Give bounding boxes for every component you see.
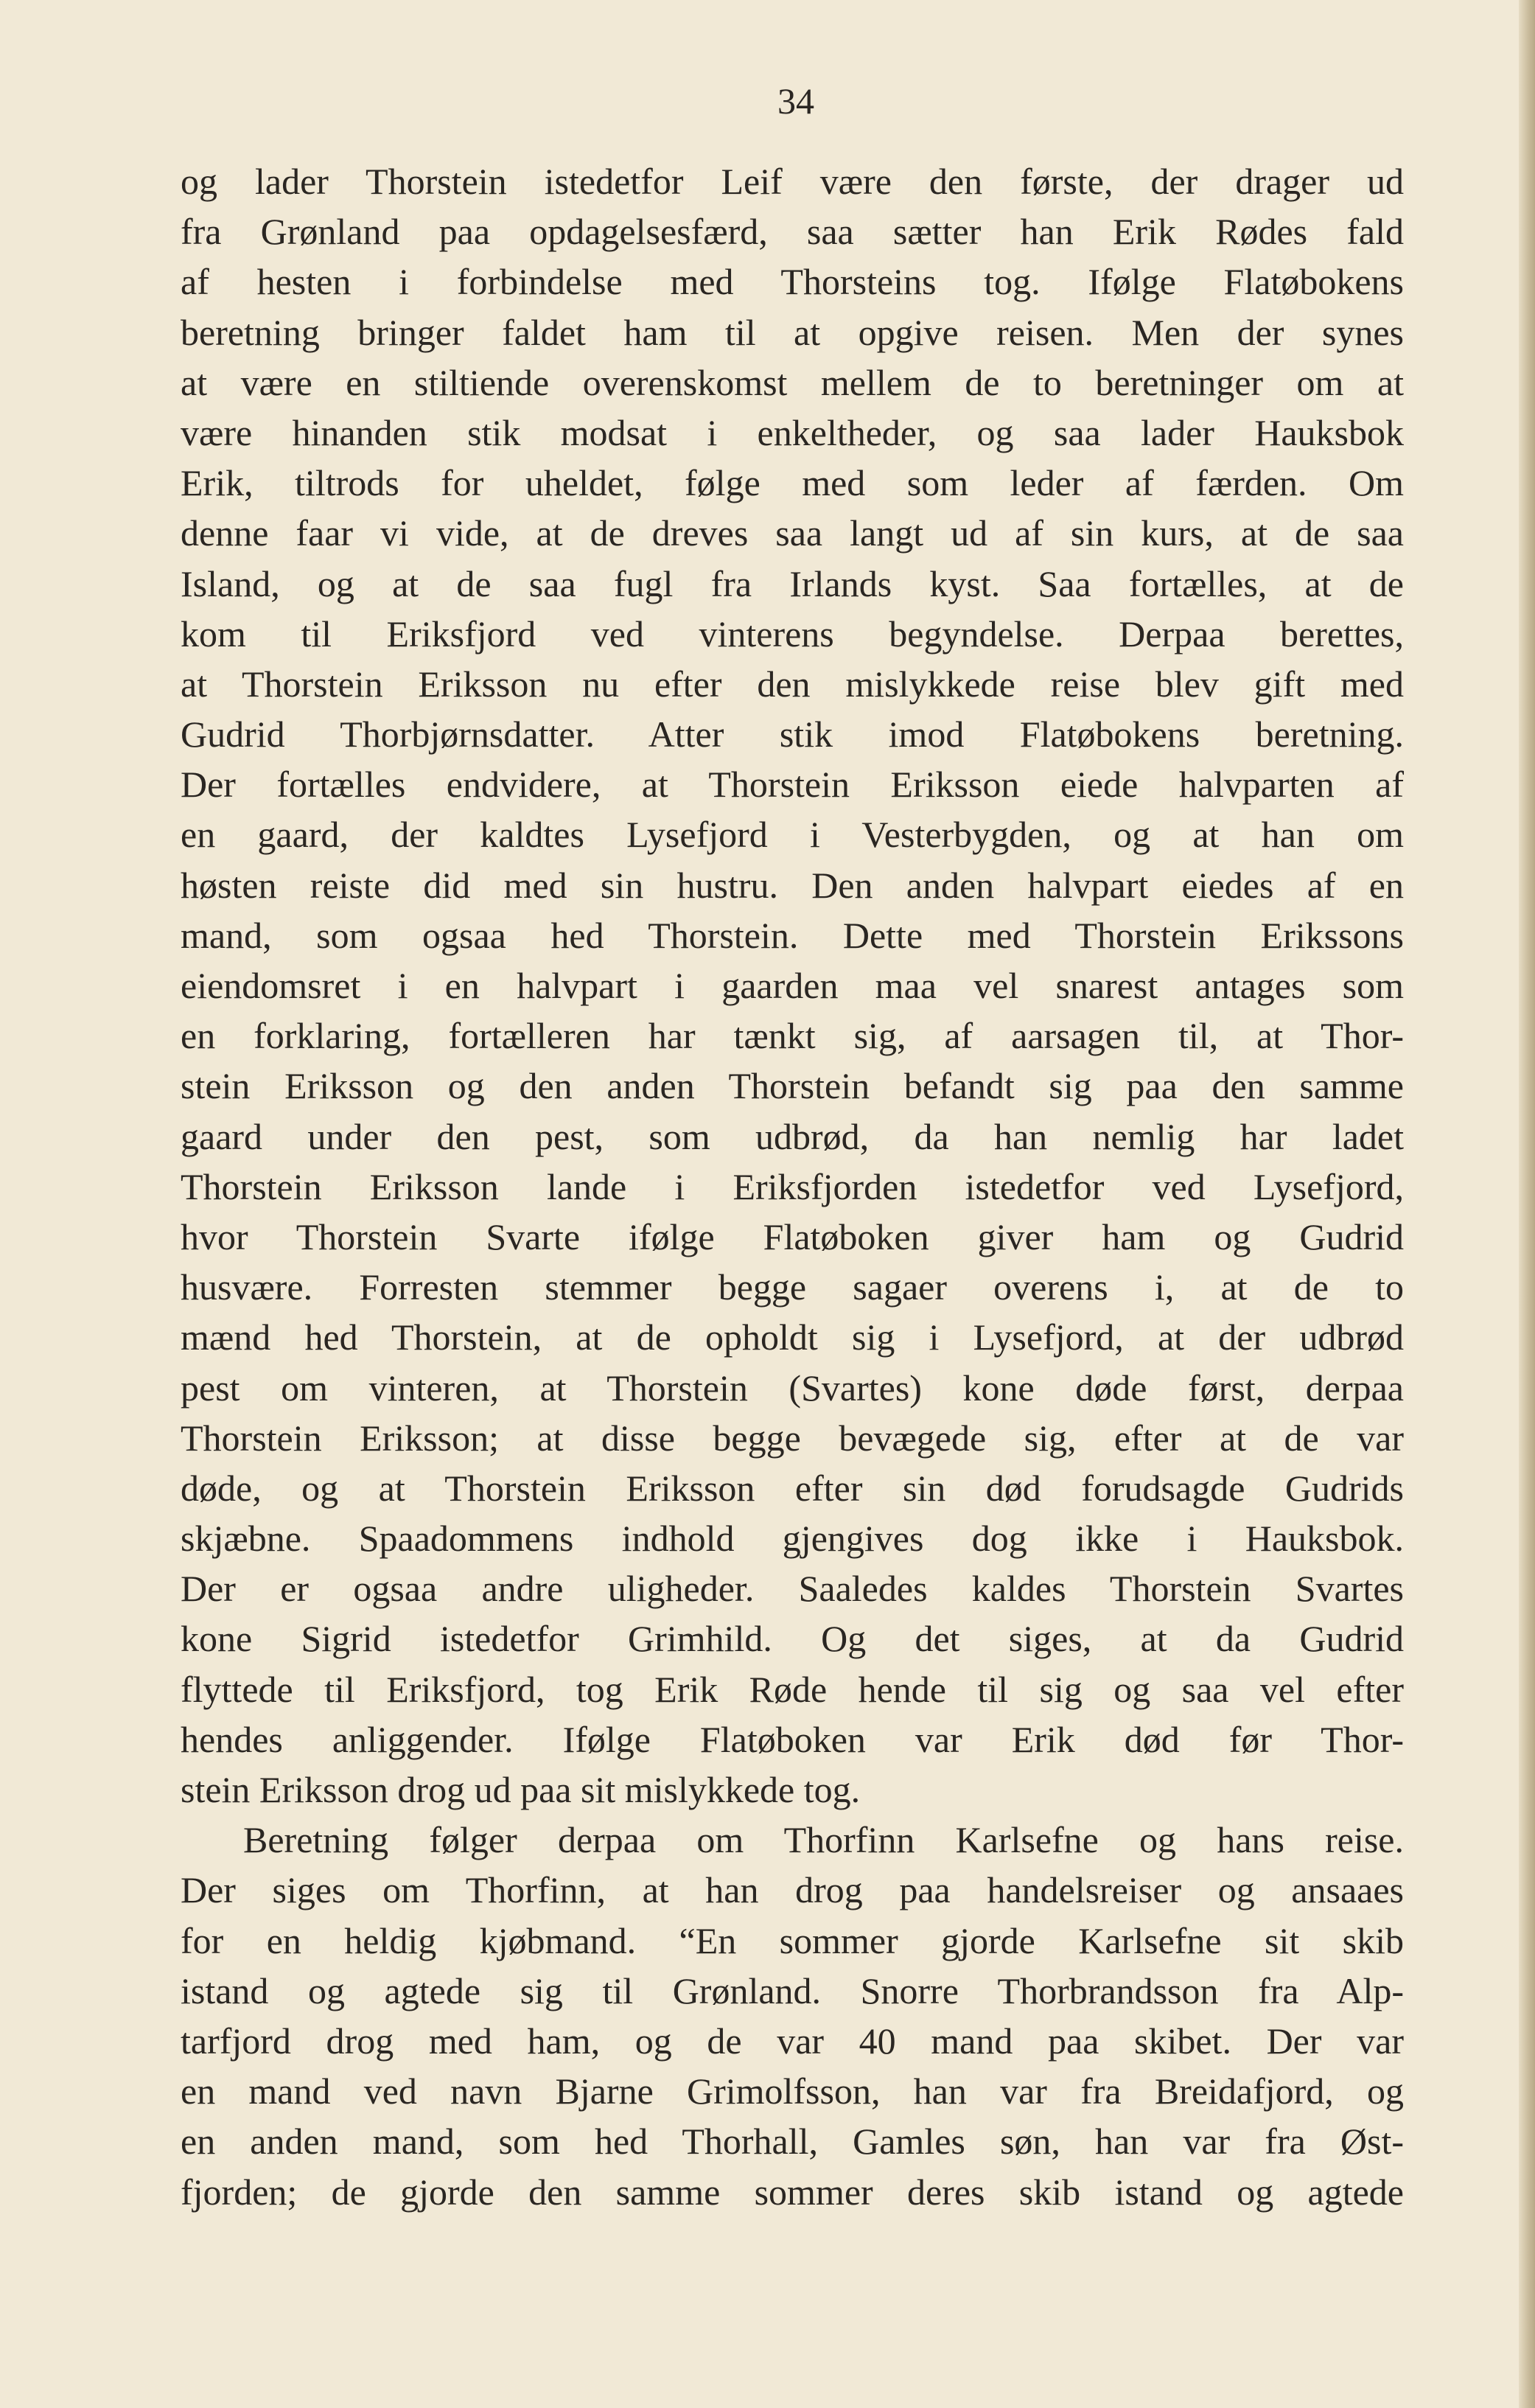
text-line: Island, og at de saa fugl fra Irlands kyst. Saa fortælles, at de bbox=[181, 562, 1404, 604]
text-line: Der fortælles endvidere, at Thorstein Eriksson eiede halvparten af bbox=[181, 764, 1404, 806]
text-line: Der siges om Thorfinn, at han drog paa handelsreiser og ansaaes bbox=[181, 1869, 1404, 1911]
body-text bbox=[181, 156, 1404, 2217]
text-line: en mand ved navn Bjarne Grimolfsson, han var fra Breidafjord, og bbox=[181, 2070, 1404, 2112]
text-line: Thorstein Eriksson; at disse begge bevægede sig, efter at de var bbox=[181, 1417, 1404, 1459]
text-line: at være en stiltiende overenskomst mellem de to beretninger om at bbox=[181, 361, 1404, 403]
text-line: eiendomsret i en halvpart i gaarden maa vel snarest antages som bbox=[181, 965, 1404, 1006]
text-line: af hesten i forbindelse med Thorsteins tog. Ifølge Flatøbokens bbox=[181, 261, 1404, 303]
text-line: en anden mand, som hed Thorhall, Gamles søn, han var fra Øst- bbox=[181, 2121, 1404, 2163]
text-line: mand, som ogsaa hed Thorstein. Dette med Thorstein Erikssons bbox=[181, 914, 1404, 956]
text-line: husvære. Forresten stemmer begge sagaer overens i, at de to bbox=[181, 1266, 1404, 1308]
text-line: en forklaring, fortælleren har tænkt sig, af aarsagen til, at Thor- bbox=[181, 1015, 1404, 1057]
text-line: være hinanden stik modsat i enkeltheder, og saa lader Hauksbok bbox=[181, 411, 1404, 453]
text-line: Erik, tiltrods for uheldet, følge med som leder af færden. Om bbox=[181, 462, 1404, 504]
text-line: hendes anliggender. Ifølge Flatøboken var Erik død før Thor- bbox=[181, 1718, 1404, 1760]
text-line: denne faar vi vide, at de dreves saa langt ud af sin kurs, at de saa bbox=[181, 512, 1404, 554]
page-edge bbox=[1519, 0, 1535, 2408]
text-line: kone Sigrid istedetfor Grimhild. Og det siges, at da Gudrid bbox=[181, 1618, 1404, 1660]
text-line: en gaard, der kaldtes Lysefjord i Vesterbygden, og at han om bbox=[181, 814, 1404, 856]
text-line: fjorden; de gjorde den samme sommer deres skib istand og agtede bbox=[181, 2171, 1404, 2213]
text-line: og lader Thorstein istedetfor Leif være den første, der drager ud bbox=[181, 161, 1404, 202]
text-line: flyttede til Eriksfjord, tog Erik Røde hende til sig og saa vel efter bbox=[181, 1668, 1404, 1710]
text-line: døde, og at Thorstein Eriksson efter sin død forudsagde Gudrids bbox=[181, 1467, 1404, 1509]
text-line: gaard under den pest, som udbrød, da han nemlig har ladet bbox=[181, 1115, 1404, 1157]
text-line: hvor Thorstein Svarte ifølge Flatøboken giver ham og Gudrid bbox=[181, 1215, 1404, 1257]
text-line: kom til Eriksfjord ved vinterens begyndelse. Derpaa berettes, bbox=[181, 613, 1404, 655]
text-line: Beretning følger derpaa om Thorfinn Karlsefne og hans reise. bbox=[243, 1819, 1404, 1861]
text-line: stein Eriksson og den anden Thorstein befandt sig paa den samme bbox=[181, 1065, 1404, 1107]
text-line: mænd hed Thorstein, at de opholdt sig i Lysefjord, at der udbrød bbox=[181, 1316, 1404, 1358]
text-line: Thorstein Eriksson lande i Eriksfjorden istedetfor ved Lysefjord, bbox=[181, 1165, 1404, 1207]
page-number: 34 bbox=[777, 80, 814, 122]
text-line: skjæbne. Spaadommens indhold gjengives dog ikke i Hauksbok. bbox=[181, 1518, 1404, 1560]
text-line: fra Grønland paa opdagelsesfærd, saa sætter han Erik Rødes fald bbox=[181, 211, 1404, 253]
text-line: stein Eriksson drog ud paa sit mislykkede tog. bbox=[181, 1769, 861, 1810]
text-line: for en heldig kjøbmand. “En sommer gjorde Karlsefne sit skib bbox=[181, 1919, 1404, 1961]
text-line: istand og agtede sig til Grønland. Snorre Thorbrandsson fra Alp- bbox=[181, 1969, 1404, 2011]
text-line: høsten reiste did med sin hustru. Den anden halvpart eiedes af en bbox=[181, 864, 1404, 906]
text-line: pest om vinteren, at Thorstein (Svartes) kone døde først, derpaa bbox=[181, 1367, 1404, 1409]
text-line: Der er ogsaa andre uligheder. Saaledes kaldes Thorstein Svartes bbox=[181, 1568, 1404, 1610]
text-line: tarfjord drog med ham, og de var 40 mand paa skibet. Der var bbox=[181, 2020, 1404, 2062]
text-line: Gudrid Thorbjørnsdatter. Atter stik imod Flatøbokens beretning. bbox=[181, 713, 1404, 755]
text-line: at Thorstein Eriksson nu efter den mislykkede reise blev gift med bbox=[181, 663, 1404, 705]
text-line: beretning bringer faldet ham til at opgive reisen. Men der synes bbox=[181, 311, 1404, 353]
